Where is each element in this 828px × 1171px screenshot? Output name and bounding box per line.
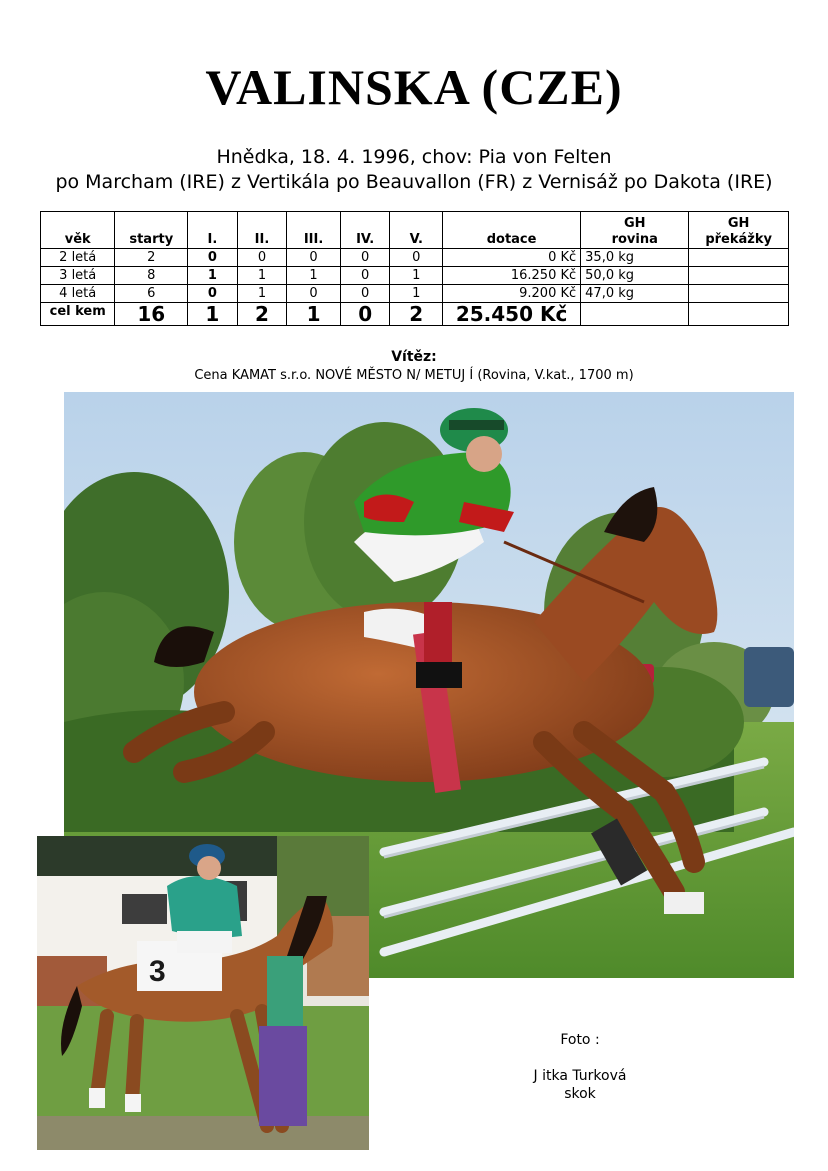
table-row bbox=[41, 267, 789, 285]
horse-details: Hnědka, 18. 4. 1996, chov: Pia von Felten bbox=[216, 146, 612, 168]
winner-label: Vítěz: bbox=[391, 349, 437, 365]
total-label: cel kem bbox=[41, 303, 115, 326]
race-record-table bbox=[40, 211, 789, 326]
cell-starts: 2 bbox=[115, 249, 188, 267]
cell-gh-jump bbox=[689, 285, 789, 303]
header-rovina-label: rovina bbox=[611, 232, 658, 247]
total-seconds: 2 bbox=[237, 303, 287, 326]
cell-fourths: 0 bbox=[340, 285, 390, 303]
total-prize: 25.450 Kč bbox=[443, 303, 581, 326]
cell-wins: 0 bbox=[188, 249, 238, 267]
header-fourth: IV. bbox=[340, 212, 390, 249]
total-thirds: 1 bbox=[287, 303, 341, 326]
cell-gh-jump bbox=[689, 267, 789, 285]
cell-thirds: 0 bbox=[287, 285, 341, 303]
horse-pedigree: po Marcham (IRE) z Vertikála po Beauvallon (FR) z Vernisáž po Dakota (IRE) bbox=[55, 171, 773, 193]
photo-credit-label: Foto : bbox=[560, 1032, 600, 1048]
header-second: II. bbox=[237, 212, 287, 249]
cell-thirds: 0 bbox=[287, 249, 341, 267]
photo-credit-author: J itka Turková bbox=[533, 1068, 627, 1084]
cell-wins: 1 bbox=[188, 267, 238, 285]
cell-gh-flat: 35,0 kg bbox=[581, 249, 689, 267]
header-third: III. bbox=[287, 212, 341, 249]
cell-prize: 0 Kč bbox=[443, 249, 581, 267]
total-fifths: 2 bbox=[390, 303, 443, 326]
cell-fifths: 1 bbox=[390, 267, 443, 285]
cell-gh-flat: 50,0 kg bbox=[581, 267, 689, 285]
header-gh-prekazky bbox=[689, 212, 789, 249]
cell-thirds: 1 bbox=[287, 267, 341, 285]
cell-starts: 8 bbox=[115, 267, 188, 285]
cell-gh-flat: 47,0 kg bbox=[581, 285, 689, 303]
cell-fifths: 1 bbox=[390, 285, 443, 303]
cell-prize: 9.200 Kč bbox=[443, 285, 581, 303]
header-starty: starty bbox=[115, 212, 188, 249]
table-row bbox=[41, 249, 789, 267]
header-first: I. bbox=[188, 212, 238, 249]
cell-starts: 6 bbox=[115, 285, 188, 303]
header-fifth: V. bbox=[390, 212, 443, 249]
table-header-row bbox=[41, 212, 789, 249]
header-dotace: dotace bbox=[443, 212, 581, 249]
table-row bbox=[41, 285, 789, 303]
cell-age: 3 letá bbox=[41, 267, 115, 285]
header-gh-label: GH bbox=[623, 216, 646, 231]
total-wins: 1 bbox=[188, 303, 238, 326]
cell-prize: 16.250 Kč bbox=[443, 267, 581, 285]
cell-fifths: 0 bbox=[390, 249, 443, 267]
total-starts: 16 bbox=[115, 303, 188, 326]
cell-fourths: 0 bbox=[340, 267, 390, 285]
cell-seconds: 1 bbox=[237, 285, 287, 303]
cell-age: 2 letá bbox=[41, 249, 115, 267]
cell-fourths: 0 bbox=[340, 249, 390, 267]
cell-wins: 0 bbox=[188, 285, 238, 303]
header-gh-label: GH bbox=[727, 216, 750, 231]
cell-seconds: 1 bbox=[237, 267, 287, 285]
header-prekazky-label: překážky bbox=[705, 232, 772, 247]
cell-seconds: 0 bbox=[237, 249, 287, 267]
total-fourths: 0 bbox=[340, 303, 390, 326]
paddock-photo bbox=[37, 836, 369, 1150]
total-gh-jump bbox=[689, 303, 789, 326]
horse-name-title: VALINSKA (CZE) bbox=[205, 59, 623, 115]
total-gh-flat bbox=[581, 303, 689, 326]
cell-age: 4 letá bbox=[41, 285, 115, 303]
saddle-number: 3 bbox=[149, 955, 166, 988]
photo-credit-caption: skok bbox=[564, 1086, 596, 1102]
header-gh-rovina bbox=[581, 212, 689, 249]
header-vek: věk bbox=[41, 212, 115, 249]
table-total-row bbox=[41, 303, 789, 326]
cell-gh-jump bbox=[689, 249, 789, 267]
winner-race: Cena KAMAT s.r.o. NOVÉ MĚSTO N/ METUJ Í (Rovina, V.kat., 1700 m) bbox=[194, 368, 634, 383]
